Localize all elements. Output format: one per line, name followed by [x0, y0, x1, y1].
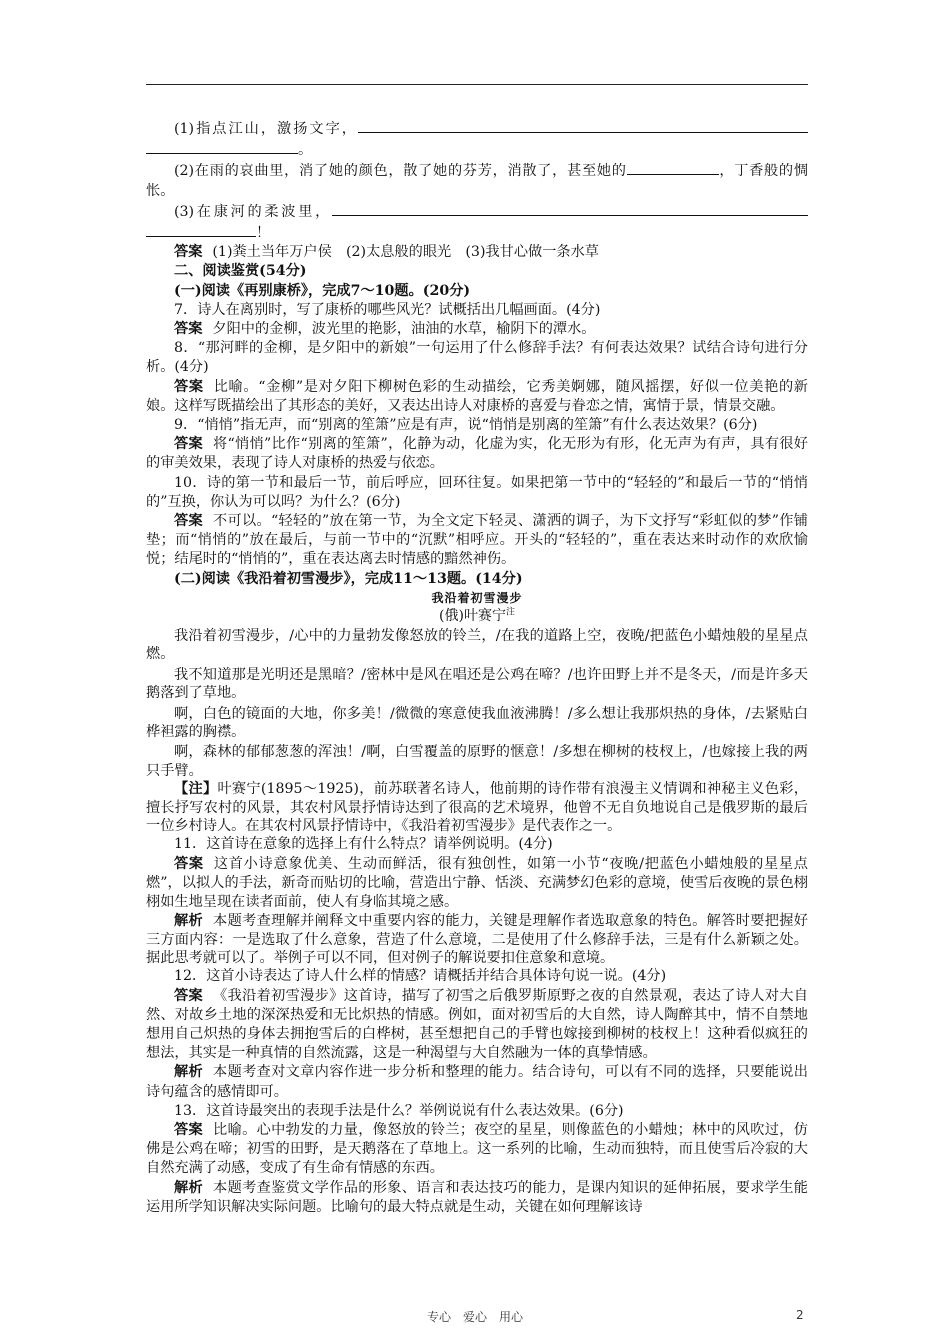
analysis-label: 解析 — [174, 913, 204, 930]
answer-label: 答案 — [174, 244, 203, 261]
question-8: 8．“那河畔的金柳，是夕阳中的新娘”一句运用了什么修辞手法？有何表达效果？试结合诗句进行分析。(4分) — [146, 340, 808, 376]
poem-title: 我沿着初雪漫步 — [431, 590, 523, 605]
footer-slogan: 专心 爱心 用心 — [426, 1310, 523, 1324]
poem-stanza: 我不知道那是光明还是黑暗？/密林中是风在唱还是公鸡在啼？/也许田野上并不是冬天，/而是许多天鹅落到了草地。 — [146, 666, 808, 702]
answer-text: 将“悄悄”比作“别离的笙箫”，化静为动，化虚为实，化无形为有形，化无声为有声，具有很好的审美效果，表现了诗人对康桥的热爱与依恋。 — [146, 436, 808, 472]
answer-text: 比喻。“金柳”是对夕阳下柳树色彩的生动描绘，它秀美婀娜，随风摇摆，好似一位美艳的新娘。这样写既描绘出了其形态的美好，又表达出诗人对康桥的喜爱与眷恋之情，寓情于景，情景交融。 — [146, 378, 808, 414]
question-13: 13．这首诗最突出的表现手法是什么？举例说说有什么表达效果。(6分) — [174, 1102, 624, 1119]
answer-blank — [358, 118, 808, 133]
answer-label: 答案 — [174, 321, 203, 338]
note-mark: 注 — [505, 607, 515, 618]
fill-answer — [146, 243, 808, 262]
fill-item-2-text: (2)在雨的哀曲里，消了她的颜色，散了她的芬芳，消散了，甚至她的 — [174, 163, 627, 180]
poem-stanza: 啊，森林的郁郁葱葱的浑浊！/啊，白雪覆盖的原野的惬意！/多想在柳树的枝杈上，/也嫁接上我的两只手臂。 — [146, 744, 808, 779]
answer-label: 答案 — [174, 378, 204, 395]
answer-text: 夕阳中的金柳，波光里的艳影，油油的水草，榆阴下的潭水。 — [212, 321, 596, 338]
analysis-11 — [146, 912, 808, 967]
fill-item-3 — [146, 201, 808, 243]
answer-text: 《我沿着初雪漫步》这首诗，描写了初雪之后俄罗斯原野之夜的自然景观，表达了诗人对大自然、对故乡土地的深深热爱和无比炽热的情感。例如，面对初雪后的大自然，诗人陶醉其中，情不自禁地想用自己炽热的身体去拥抱雪后的白桦树，甚至想把自己的手臂也嫁接到柳树的枝杈上！这种看似疯狂的想法，其实是一种真情的自然流露，这是一种渴望与大自然融为一体的真挚情感。 — [146, 987, 808, 1062]
poem-stanza: 我沿着初雪漫步，/心中的力量勃发像怒放的铃兰，/在我的道路上空，夜晚/把蓝色小蜡烛般的星星点燃。 — [146, 627, 808, 663]
fill-item-1 — [146, 118, 808, 160]
answer-blank — [332, 201, 808, 216]
answer-label: 答案 — [174, 436, 203, 453]
part-heading: (一)阅读《再别康桥》，完成7～10题。(20分) — [174, 282, 471, 299]
question-7: 7．诗人在离别时，写了康桥的哪些风光？试概括出几幅画面。(4分) — [174, 301, 601, 318]
answer-text: (1)粪土当年万户侯 (2)太息般的眼光 (3)我甘心做一条水草 — [212, 244, 599, 261]
answer-label: 答案 — [174, 513, 203, 530]
answer-7 — [146, 320, 808, 339]
question-9: 9．“悄悄”指无声，而“别离的笙箫”应是有声，说“悄悄是别离的笙箫”有什么表达效果？(6分) — [174, 417, 758, 434]
page-number: 2 — [796, 1308, 804, 1322]
analysis-label: 解析 — [174, 1064, 204, 1081]
note-label: 【注】 — [174, 781, 218, 798]
question-11: 11．这首诗在意象的选择上有什么特点？请举例说明。(4分) — [174, 836, 553, 853]
fill-item-1-end: 。 — [298, 142, 313, 159]
answer-label: 答案 — [174, 855, 204, 872]
analysis-13 — [146, 1179, 808, 1217]
header-rule — [146, 84, 808, 85]
poem-author-name: (俄)叶赛宁 — [439, 607, 506, 624]
page-content — [146, 118, 808, 1217]
answer-13 — [146, 1121, 808, 1179]
analysis-text: 本题考查鉴赏文学作品的形象、语言和表达技巧的能力，是课内知识的延伸拓展，要求学生能运用所学知识解决实际问题。比喻句的最大特点就是生动，关键在如何理解该诗 — [146, 1179, 808, 1215]
answer-label: 答案 — [174, 1122, 204, 1138]
answer-label: 答案 — [174, 987, 204, 1004]
answer-blank — [146, 222, 256, 237]
question-10: 10．诗的第一节和最后一节，前后呼应，回环往复。如果把第一节中的“轻轻的”和最后一节的“悄悄的”互换，你认为可以吗？为什么？(6分) — [146, 474, 808, 510]
answer-text: 这首小诗意象优美、生动而鲜活，很有独创性，如第一小节“夜晚/把蓝色小蜡烛般的星星点燃”，以拟人的手法，新奇而贴切的比喻，营造出宁静、恬淡、充满梦幻色彩的意境，使雪后夜晚的景色栩栩如生地呈现在读者面前，使人有身临其境之感。 — [146, 855, 808, 910]
question-12: 12．这首小诗表达了诗人什么样的情感？请概括并结合具体诗句说一说。(4分) — [174, 968, 667, 985]
answer-8 — [146, 378, 808, 416]
answer-9 — [146, 435, 808, 473]
analysis-text: 本题考查理解并阐释文中重要内容的能力，关键是理解作者选取意象的特色。解答时要把握好三方面内容：一是选取了什么意象，营造了什么意境，二是使用了什么修辞手法，三是有什么新颖之处。据此思考就可以了。举例子可以不同，但对例子的解说要扣住意象和意境。 — [146, 913, 808, 966]
poem-author — [146, 607, 808, 625]
answer-10 — [146, 512, 808, 570]
answer-11 — [146, 855, 808, 913]
answer-text: 不可以。“轻轻的”放在第一节，为全文定下轻灵、潇洒的调子，为下文抒写“彩虹似的梦”作铺垫；而“悄悄的”放在最后，与前一节中的“沉默”相呼应。开头的“轻轻的”，重在表达来时动作的欢欣愉悦；结尾时的“悄悄的”，重在表达离去时情感的黯然神伤。 — [146, 513, 808, 568]
analysis-label: 解析 — [174, 1179, 204, 1196]
analysis-text: 本题考查对文章内容作进一步分析和整理的能力。结合诗句，可以有不同的选择，只要能说出诗句蕴含的感情即可。 — [146, 1064, 808, 1100]
fill-item-2-suffix: ，丁香般的惆怅。 — [146, 163, 808, 199]
part-heading: (二)阅读《我沿着初雪漫步》，完成11～13题。(14分) — [174, 570, 523, 587]
answer-12 — [146, 987, 808, 1064]
fill-item-3-text: (3)在康河的柔波里， — [174, 203, 332, 220]
poem-stanza: 啊，白色的镜面的大地，你多美！/微微的寒意使我血液沸腾！/多么想让我那炽热的身体，/去紧贴白桦袒露的胸襟。 — [146, 705, 808, 740]
answer-blank — [146, 139, 298, 154]
answer-text: 比喻。心中勃发的力量，像怒放的铃兰；夜空的星星，则像蓝色的小蜡烛；林中的风吹过，仿佛是公鸡在啼；初雪的田野，是天鹅落在了草地上。这一系列的比喻，生动而独特，而且使雪后冷寂的大自然充满了动感，变成了有生命有情感的东西。 — [146, 1122, 808, 1177]
fill-item-2 — [146, 160, 808, 200]
section-heading: 二、阅读鉴赏(54分) — [174, 263, 307, 280]
analysis-12 — [146, 1063, 808, 1101]
answer-blank — [627, 160, 719, 175]
fill-item-3-end: ！ — [256, 225, 271, 242]
fill-item-1-text: (1)指点江山，激扬文字， — [174, 121, 358, 137]
poem-note — [146, 780, 808, 835]
note-text: 叶赛宁(1895～1925)，前苏联著名诗人，他前期的诗作带有浪漫主义情调和神秘主义色彩，擅长抒写农村的风景，其农村风景抒情诗达到了很高的艺术境界，他曾不无自负地说自己是俄罗斯的最后一位乡村诗人。在其农村风景抒情诗中，《我沿着初雪漫步》是代表作之一。 — [146, 781, 808, 834]
